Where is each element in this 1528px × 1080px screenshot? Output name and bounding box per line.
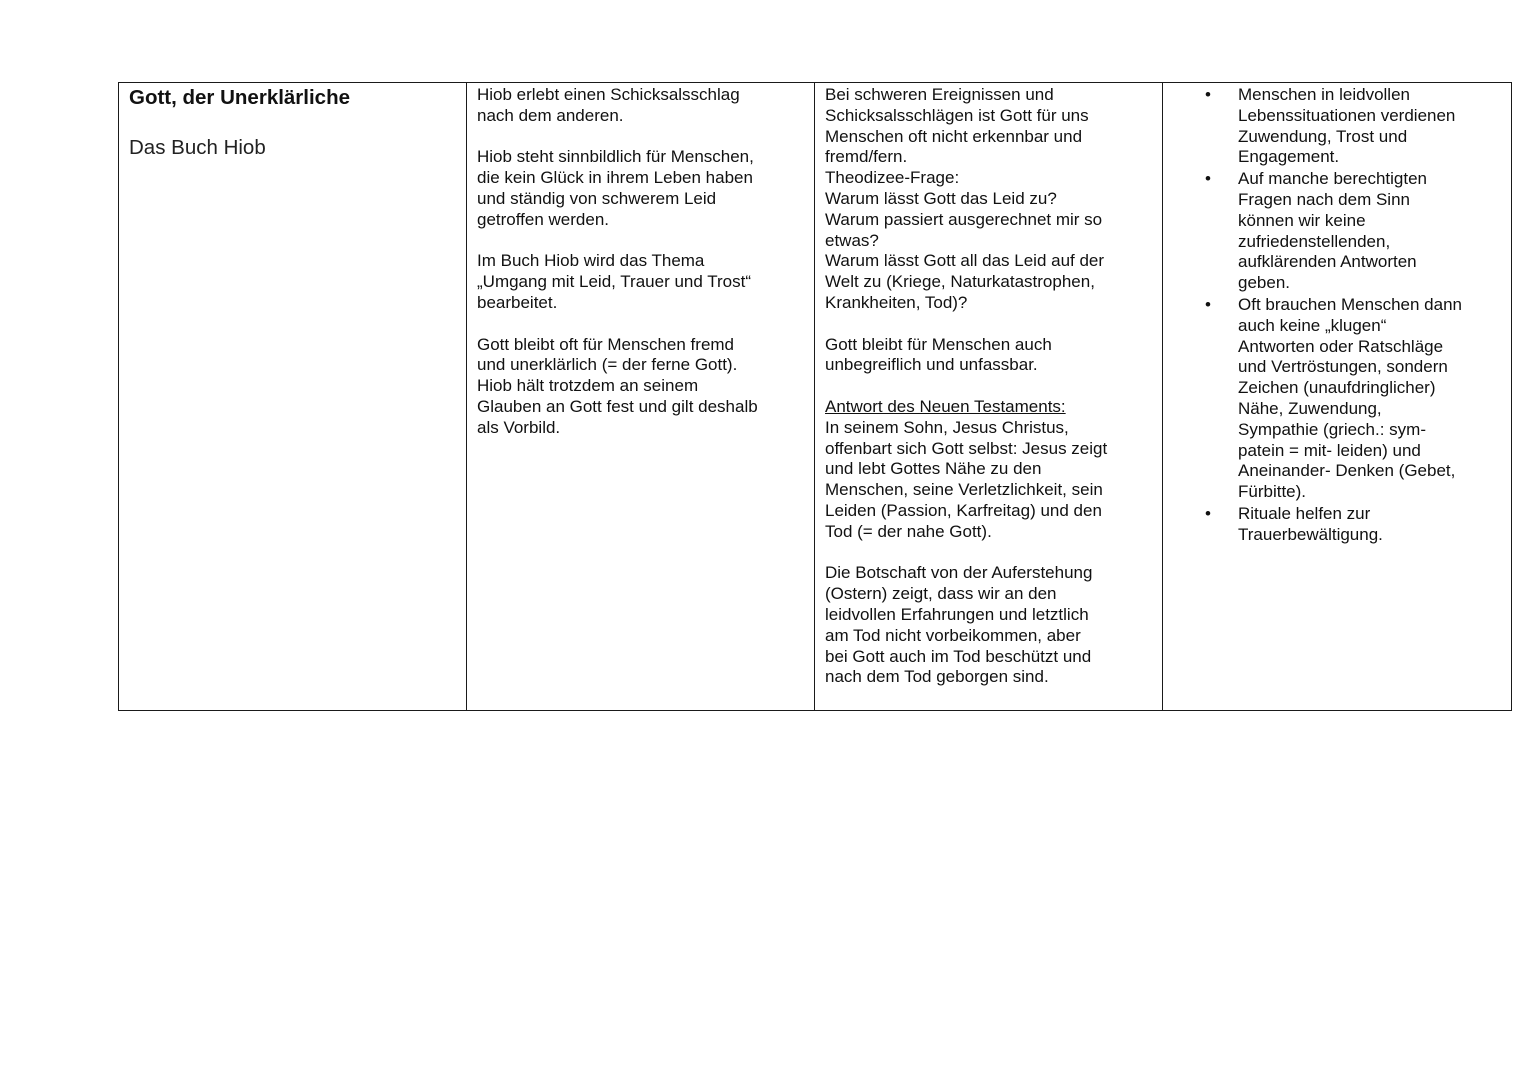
nt-heading: Antwort des Neuen Testaments: — [825, 396, 1066, 416]
text-line: etwas? — [825, 230, 879, 250]
topic-subtitle: Das Buch Hiob — [129, 136, 266, 159]
text-line: als Vorbild. — [477, 417, 561, 437]
topic-cell — [119, 83, 467, 711]
text-line: Die Botschaft von der Auferstehung — [825, 563, 1093, 583]
text-line: Engagement. — [1238, 147, 1340, 167]
text-line: bearbeitet. — [477, 292, 558, 312]
paragraph — [825, 563, 1152, 688]
text-line: Tod (= der nahe Gott). — [825, 521, 992, 541]
text-line: die kein Glück in ihrem Leben haben — [477, 168, 753, 188]
text-line: fremd/fern. — [825, 147, 908, 167]
text-line: Zuwendung, Trost und — [1238, 126, 1408, 146]
text-line: zufriedenstellenden, — [1238, 231, 1391, 251]
text-line: Hiob steht sinnbildlich für Menschen, — [477, 147, 754, 167]
list-item — [1205, 294, 1501, 503]
conclusions-cell — [1163, 83, 1512, 711]
text-line: Hiob erlebt einen Schicksalsschlag — [477, 85, 740, 104]
text-line: können wir keine — [1238, 210, 1366, 230]
text-line: Menschen oft nicht erkennbar und — [825, 126, 1083, 146]
text-line: und ständig von schwerem Leid — [477, 188, 717, 208]
text-line: patein = mit- leiden) und — [1238, 440, 1421, 460]
text-line: geben. — [1238, 273, 1290, 293]
bullet-icon: • — [1205, 294, 1211, 314]
list-item — [1205, 503, 1501, 546]
table-row — [119, 83, 1512, 711]
text-line: und lebt Gottes Nähe zu den — [825, 459, 1042, 479]
text-line: Oft brauchen Menschen dann — [1238, 294, 1462, 314]
text-line: Antworten oder Ratschläge — [1238, 336, 1444, 356]
list-item — [1205, 85, 1501, 168]
text-line: und unerklärlich (= der ferne Gott). — [477, 355, 738, 375]
text-line: Hiob hält trotzdem an seinem — [477, 376, 699, 396]
text-line: Zeichen (unaufdringlicher) — [1238, 378, 1436, 398]
paragraph — [477, 85, 804, 127]
content-cell-theodizee — [815, 83, 1163, 711]
text-line: Fürbitte). — [1238, 482, 1307, 502]
list-item — [1205, 169, 1501, 294]
paragraph — [477, 251, 804, 313]
conclusions-list — [1173, 85, 1501, 546]
paragraph — [477, 147, 804, 230]
bullet-icon: • — [1205, 503, 1211, 523]
text-line: Trauerbewältigung. — [1238, 524, 1383, 544]
text-line: unbegreiflich und unfassbar. — [825, 355, 1038, 375]
paragraph — [825, 85, 1152, 314]
text-line: nach dem anderen. — [477, 105, 624, 125]
text-line: bei Gott auch im Tod beschützt und — [825, 646, 1092, 666]
text-line: Welt zu (Kriege, Naturkatastrophen, — [825, 272, 1095, 292]
text-line: am Tod nicht vorbeikommen, aber — [825, 625, 1081, 645]
text-line: Aneinander- Denken (Gebet, — [1238, 461, 1456, 481]
text-line: Warum lässt Gott all das Leid auf der — [825, 251, 1105, 271]
text-line: Krankheiten, Tod)? — [825, 292, 968, 312]
bullet-icon: • — [1205, 169, 1211, 189]
text-line: Warum passiert ausgerechnet mir so — [825, 209, 1103, 229]
text-line: Auf manche berechtigten — [1238, 169, 1428, 189]
text-line: Schicksalsschlägen ist Gott für uns — [825, 105, 1089, 125]
content-table — [118, 82, 1512, 711]
text-line: Gott bleibt für Menschen auch — [825, 334, 1052, 354]
text-line: offenbart sich Gott selbst: Jesus zeigt — [825, 438, 1108, 458]
text-line: Fragen nach dem Sinn — [1238, 189, 1410, 209]
topic-title: Gott, der Unerklärliche — [129, 86, 351, 109]
text-line: auch keine „klugen“ — [1238, 315, 1387, 335]
text-line: „Umgang mit Leid, Trauer und Trost“ — [477, 272, 752, 292]
text-line: Lebenssituationen verdienen — [1238, 105, 1456, 125]
text-line: und Vertröstungen, sondern — [1238, 357, 1448, 377]
paragraph — [477, 335, 804, 439]
text-line: Sympathie (griech.: sym- — [1238, 419, 1426, 439]
text-line: Glauben an Gott fest und gilt deshalb — [477, 396, 758, 416]
text-line: Warum lässt Gott das Leid zu? — [825, 188, 1057, 208]
text-line: Im Buch Hiob wird das Thema — [477, 251, 705, 271]
paragraph — [825, 335, 1152, 377]
content-cell-hiob — [467, 83, 815, 711]
text-line: aufklärenden Antworten — [1238, 252, 1417, 272]
text-line: In seinem Sohn, Jesus Christus, — [825, 417, 1069, 437]
text-line: getroffen werden. — [477, 209, 609, 229]
text-line: Menschen in leidvollen — [1238, 85, 1410, 104]
text-line: leidvollen Erfahrungen und letztlich — [825, 604, 1089, 624]
text-line: Gott bleibt oft für Menschen fremd — [477, 334, 735, 354]
text-line: Theodizee-Frage: — [825, 168, 960, 188]
text-line: Nähe, Zuwendung, — [1238, 398, 1382, 418]
text-line: nach dem Tod geborgen sind. — [825, 667, 1049, 687]
text-line: Leiden (Passion, Karfreitag) und den — [825, 500, 1102, 520]
text-line: Menschen, seine Verletzlichkeit, sein — [825, 480, 1103, 500]
text-line: (Ostern) zeigt, dass wir an den — [825, 584, 1057, 604]
bullet-icon: • — [1205, 85, 1211, 104]
text-line: Bei schweren Ereignissen und — [825, 85, 1054, 104]
text-line: Rituale helfen zur — [1238, 503, 1371, 523]
